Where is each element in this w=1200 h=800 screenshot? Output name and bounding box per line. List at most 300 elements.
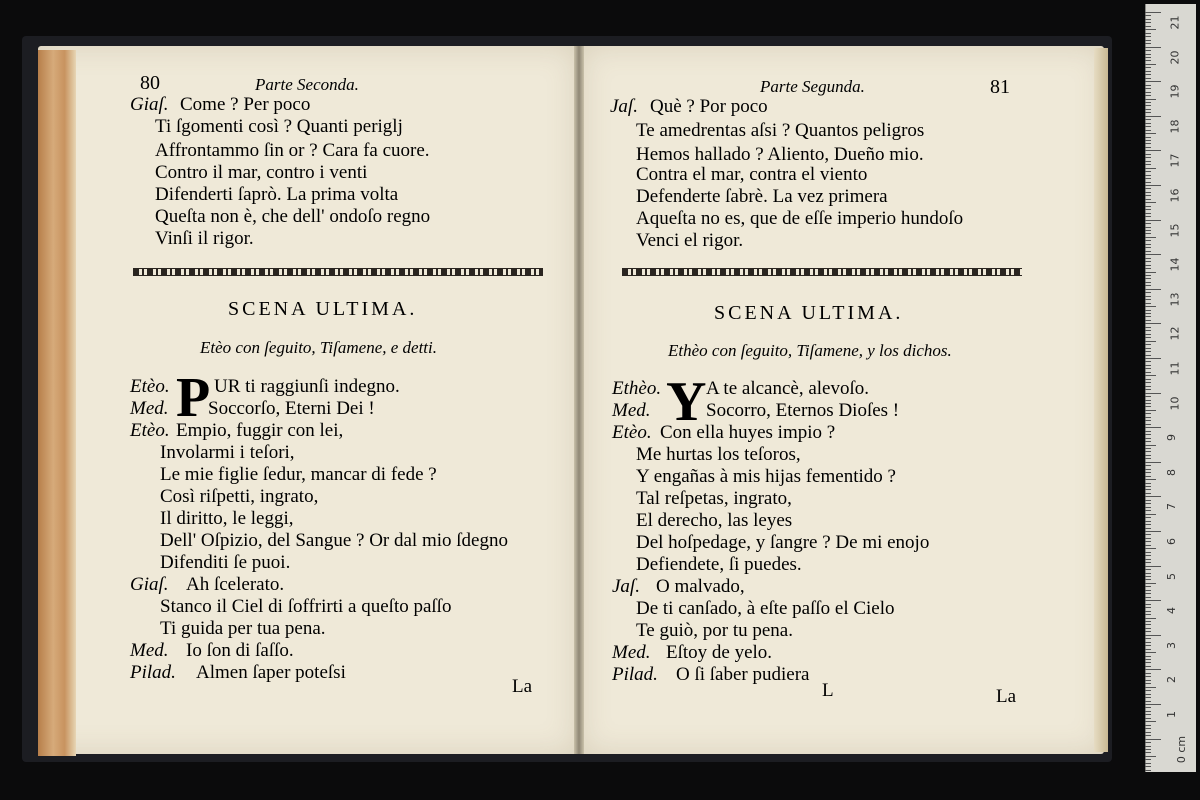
ruler-tick [1145,202,1156,203]
ruler-tick [1145,707,1151,708]
ruler-tick [1145,137,1151,138]
ruler-number: 17 [1168,153,1182,168]
ruler-tick [1145,483,1151,484]
ruler-tick [1145,278,1151,279]
verse-line: Del hoſpedage, y ſangre ? De mi enojo [636,532,930,553]
ruler-tick [1145,704,1161,705]
ruler-tick [1145,272,1156,273]
ruler-tick [1145,458,1151,459]
ruler-tick [1145,119,1151,120]
ruler-number: 12 [1168,326,1182,341]
ruler-tick [1145,88,1151,89]
verse-line: Difenditi ſe puoi. [160,552,291,573]
speaker-label: Jaſ. [612,576,640,597]
ruler-tick [1145,635,1161,636]
ruler-tick [1145,150,1161,151]
ruler-tick [1145,618,1156,619]
verse-line: Defiendete, ſi puedes. [636,554,802,575]
ruler-tick [1145,611,1151,612]
ruler-tick [1145,147,1151,148]
ruler-number: 15 [1168,223,1182,238]
ruler-tick [1145,299,1151,300]
ruler-tick [1145,732,1151,733]
ruler-tick [1145,33,1151,34]
ruler-tick [1145,351,1151,352]
ruler-number: 19 [1168,84,1182,99]
ruler-tick [1145,175,1151,176]
ruler-number: 5 [1165,572,1178,580]
ruler-tick [1145,493,1151,494]
ruler-tick [1145,157,1151,158]
ruler-tick [1145,614,1151,615]
speaker-label: Ethèo. [612,378,662,399]
stray-mark: L [822,680,834,701]
ruler-tick [1145,521,1151,522]
ruler-tick [1145,161,1151,162]
ruler-tick [1145,683,1151,684]
ruler-tick [1145,455,1151,456]
ruler-tick [1145,451,1151,452]
ruler-tick [1145,306,1156,307]
ornament-rule [133,268,543,276]
ruler-tick [1145,223,1151,224]
ruler-tick [1145,441,1151,442]
ruler-number: 9 [1165,434,1178,442]
ruler-tick [1145,227,1151,228]
ruler-tick [1145,659,1151,660]
ruler-tick [1145,334,1151,335]
ruler-tick [1145,566,1161,567]
ruler-tick [1145,642,1151,643]
ruler-tick [1145,469,1151,470]
ruler-tick [1145,26,1151,27]
ruler-tick [1145,413,1151,414]
ruler-tick [1145,244,1151,245]
ruler-tick [1145,368,1151,369]
ruler-tick [1145,766,1151,767]
ruler-tick [1145,680,1151,681]
ruler-tick [1145,534,1151,535]
verse-line: Ah ſcelerato. [186,574,285,595]
ruler-tick [1145,292,1151,293]
ruler-tick [1145,579,1151,580]
ruler-tick [1145,140,1151,141]
ruler-tick [1145,739,1161,740]
verse-line: Empio, fuggir con lei, [176,420,344,441]
verse-line: Eſtoy de yelo. [666,642,773,663]
ruler-tick [1145,282,1151,283]
ruler-tick [1145,676,1151,677]
ruler-tick [1145,742,1151,743]
ruler-number: 3 [1165,641,1178,649]
ruler-tick [1145,631,1151,632]
ruler-tick [1145,355,1151,356]
ruler-tick [1145,185,1161,186]
speaker-label: Med. [130,398,169,419]
ruler-tick [1145,71,1151,72]
ruler-tick [1145,600,1161,601]
ruler-tick [1145,386,1151,387]
ruler-tick [1145,510,1151,511]
ruler-tick [1145,81,1161,82]
ruler-tick [1145,372,1151,373]
ruler-tick [1145,759,1151,760]
ruler-tick [1145,123,1151,124]
ruler-tick [1145,604,1151,605]
ruler-tick [1145,701,1151,702]
ruler-tick [1145,438,1151,439]
ruler-tick [1145,479,1156,480]
ruler-number: 14 [1168,257,1182,272]
ruler-tick [1145,593,1151,594]
speaker-label: Med. [612,400,651,421]
verse-line: Dell' Oſpizio, del Sangue ? Or dal mio ſdegno [160,530,508,551]
ruler-tick [1145,555,1151,556]
speaker-label: Etèo. [130,420,170,441]
ruler-tick [1145,645,1151,646]
ruler-tick [1145,275,1151,276]
ruler-tick [1145,652,1156,653]
scene-subtitle: Ethèo con ſeguito, Tiſamene, y los dichos. [668,341,952,360]
ruler-tick [1145,756,1156,757]
ruler-tick [1145,375,1156,376]
drop-cap: Y [666,371,707,433]
ruler-tick [1145,341,1156,342]
ruler-tick [1145,192,1151,193]
verse-line: Le mie figlie ſedur, mancar di fede ? [160,464,437,485]
verse-line: Te amedrentas aſsi ? Quantos peligros [636,120,925,141]
ruler-tick [1145,251,1151,252]
ruler-tick [1145,389,1151,390]
drop-cap: P [176,367,211,429]
ruler-tick [1145,22,1151,23]
ruler-tick [1145,763,1151,764]
ruler-tick [1145,36,1151,37]
ruler-tick [1145,285,1151,286]
ruler-tick [1145,182,1151,183]
ruler-tick [1145,240,1151,241]
ruler-tick [1145,586,1151,587]
speaker-label: Med. [130,640,169,661]
ruler-tick [1145,296,1151,297]
ruler-tick [1145,109,1151,110]
ruler-tick [1145,448,1151,449]
speaker-label: Etèo. [612,422,652,443]
ruler-tick [1145,344,1151,345]
ruler-tick [1145,133,1156,134]
ruler-tick [1145,528,1151,529]
ruler-tick [1145,548,1156,549]
ruler-tick [1145,569,1151,570]
ruler-tick [1145,718,1151,719]
ruler-tick [1145,393,1161,394]
ruler-tick [1145,728,1151,729]
ruler-tick [1145,254,1161,255]
verse-line: Con ella huyes impio ? [660,422,836,443]
speaker-label: Giaſ. [130,94,169,115]
ruler-tick [1145,714,1151,715]
ruler-number: 16 [1168,188,1182,203]
ruler-tick [1145,624,1151,625]
ruler-tick [1145,206,1151,207]
ruler-tick [1145,233,1151,234]
ruler-tick [1145,323,1161,324]
verse-line: Y engañas à mis hijas fementido ? [636,466,896,487]
ruler-tick [1145,237,1156,238]
verse-line: Almen ſaper poteſsi [196,662,346,683]
ruler-tick [1145,220,1161,221]
verse-line: Hemos hallado ? Aliento, Dueño mio. [636,144,924,165]
ruler-tick [1145,562,1151,563]
verse-line: Queſta non è, che dell' ondoſo regno [155,206,431,227]
ruler-tick [1145,112,1151,113]
ruler-tick [1145,29,1156,30]
ruler-tick [1145,424,1151,425]
ruler-number: 11 [1168,361,1182,376]
ruler-tick [1145,358,1161,359]
ruler-tick [1145,607,1151,608]
ruler-tick [1145,19,1151,20]
verse-line: Ti ſgomenti così ? Quanti periglj [155,116,403,137]
ruler-tick [1145,247,1151,248]
ruler-tick [1145,524,1151,525]
book-gutter [574,46,584,754]
ruler-tick [1145,365,1151,366]
ruler-tick [1145,85,1151,86]
ruler-tick [1145,434,1151,435]
speaker-label: Med. [612,642,651,663]
catchword: La [512,676,533,697]
ruler-tick [1145,258,1151,259]
ruler-tick [1145,590,1151,591]
verse-line: Vinſi il rigor. [155,228,254,249]
ruler-tick [1145,310,1151,311]
scene-title: SCENA ULTIMA. [228,298,418,320]
ruler-tick [1145,99,1156,100]
ruler-tick [1145,126,1151,127]
ruler-tick [1145,406,1151,407]
ruler-tick [1145,164,1151,165]
ruler-tick [1145,576,1151,577]
ruler-number: 10 [1168,396,1182,411]
verse-line: A te alcancè, alevoſo. [706,378,870,399]
catchword: La [996,686,1017,707]
ruler-number: 18 [1168,119,1182,134]
ruler-tick [1145,445,1156,446]
ruler-tick [1145,320,1151,321]
ruler-tick [1145,154,1151,155]
ruler-number: 4 [1165,607,1178,615]
verse-line: Tal reſpetas, ingrato, [636,488,792,509]
verse-line: Què ? Por poco [650,96,768,117]
ruler-tick [1145,168,1156,169]
verse-line: Contra el mar, contra el viento [636,164,868,185]
ruler-tick [1145,178,1151,179]
ruler-tick [1145,725,1151,726]
ruler-tick [1145,417,1151,418]
ruler-tick [1145,649,1151,650]
verse-line: Me hurtas los teſoros, [636,444,801,465]
ruler-tick [1145,541,1151,542]
ruler-tick [1145,313,1151,314]
ruler-tick [1145,669,1161,670]
ruler-tick [1145,690,1151,691]
ruler-number: 8 [1165,468,1178,476]
ruler-tick [1145,486,1151,487]
ruler-tick [1145,711,1151,712]
verse-line: Il diritto, le leggi, [160,508,294,529]
verse-line: Ti guida per tua pena. [160,618,326,639]
ruler-tick [1145,545,1151,546]
ruler-tick [1145,735,1151,736]
verse-line: Te guiò, por tu pena. [636,620,793,641]
verse-line: O malvado, [656,576,745,597]
verse-line: Io ſon di ſaſſo. [186,640,294,661]
ruler-tick [1145,209,1151,210]
ruler-tick [1145,379,1151,380]
verse-line: Soccorſo, Eterni Dei ! [208,398,375,419]
verse-line: El derecho, las leyes [636,510,793,531]
ruler-tick [1145,531,1161,532]
ruler-tick [1145,289,1161,290]
ruler-tick [1145,74,1151,75]
ruler-number: 13 [1168,292,1182,307]
speaker-label: Etèo. [130,376,170,397]
ruler-tick [1145,92,1151,93]
ruler-tick [1145,697,1151,698]
ruler-tick [1145,265,1151,266]
verse-line: O ſi ſaber pudiera [676,664,810,685]
ruler-tick [1145,403,1151,404]
ruler-tick [1145,597,1151,598]
verse-line: Socorro, Eternos Dioſes ! [706,400,900,421]
ruler-tick [1145,476,1151,477]
ruler-tick [1145,43,1151,44]
ruler-tick [1145,199,1151,200]
scene-subtitle: Etèo con ſeguito, Tiſamene, e detti. [200,338,438,357]
ruler-tick [1145,348,1151,349]
ruler-tick [1145,621,1151,622]
verse-line: Affrontammo ſin or ? Cara fa cuore. [155,140,430,161]
ruler-tick [1145,410,1156,411]
verse-line: De ti canſado, à eſte paſſo el Cielo [636,598,895,619]
right-page-edge [1094,48,1108,752]
verse-line: UR ti raggiunſi indegno. [214,376,400,397]
ruler-tick [1145,316,1151,317]
ruler-tick [1145,143,1151,144]
ruler-number: 1 [1165,711,1178,718]
ruler-tick [1145,770,1151,771]
ruler-tick [1145,102,1151,103]
ruler-number: 2 [1165,676,1178,684]
running-head: Parte Segunda. [760,77,865,96]
ruler-tick [1145,57,1151,58]
ruler-tick [1145,12,1161,13]
ruler-number: 21 [1168,15,1182,30]
ruler-tick [1145,721,1156,722]
ruler-tick [1145,503,1151,504]
ornament-rule [622,268,1022,276]
ruler-tick [1145,496,1161,497]
ruler-tick [1145,666,1151,667]
ruler-tick [1145,465,1151,466]
speaker-label: Pilad. [612,664,658,685]
ruler-tick [1145,303,1151,304]
verse-line: Defenderte ſabrè. La vez primera [636,186,888,207]
speaker-label: Jaſ. [610,96,638,117]
ruler-tick [1145,396,1151,397]
ruler-tick [1145,559,1151,560]
verse-line: Stanco il Ciel di ſoffrirti a queſto paſſo [160,596,452,617]
ruler-tick [1145,687,1156,688]
ruler-tick [1145,694,1151,695]
ruler-tick [1145,47,1161,48]
ruler-tick [1145,538,1151,539]
ruler-tick [1145,500,1151,501]
ruler-tick [1145,268,1151,269]
ruler-tick [1145,171,1151,172]
ruler-tick [1145,400,1151,401]
ruler-tick [1145,382,1151,383]
ruler-tick [1145,752,1151,753]
running-head: Parte Seconda. [255,75,359,94]
ruler-tick [1145,472,1151,473]
ruler-tick [1145,361,1151,362]
ruler-tick [1145,105,1151,106]
ruler-tick [1145,15,1151,16]
ruler-tick [1145,40,1151,41]
ruler-tick [1145,517,1151,518]
ruler-tick [1145,60,1151,61]
ruler-tick [1145,64,1156,65]
ruler-tick [1145,514,1156,515]
verse-line: Così riſpetti, ingrato, [160,486,319,507]
ruler-tick [1145,746,1151,747]
page-number: 80 [140,72,160,94]
ruler-tick [1145,95,1151,96]
ruler-tick [1145,673,1151,674]
ruler-tick [1145,337,1151,338]
ruler-number: 6 [1165,538,1178,545]
ruler-tick [1145,507,1151,508]
ruler-tick [1145,213,1151,214]
verse-line: Come ? Per poco [180,94,311,115]
ruler-tick [1145,230,1151,231]
ruler-tick [1145,330,1151,331]
ruler-tick [1145,67,1151,68]
speaker-label: Pilad. [130,662,176,683]
ruler-tick [1145,327,1151,328]
ruler-tick [1145,552,1151,553]
ruler-tick [1145,462,1161,463]
page-number: 81 [990,76,1010,98]
ruler-tick [1145,431,1151,432]
ruler-tick [1145,116,1161,117]
ruler-tick [1145,420,1151,421]
ruler-tick [1145,628,1151,629]
ruler-tick [1145,261,1151,262]
speaker-label: Giaſ. [130,574,169,595]
ruler-number: 20 [1168,50,1182,65]
ruler-tick [1145,489,1151,490]
ruler-number: 0 cm [1175,735,1189,763]
verse-line: Involarmi i teſori, [160,442,295,463]
ruler-tick [1145,195,1151,196]
ruler-tick [1145,54,1151,55]
ruler-tick [1145,78,1151,79]
ruler-tick [1145,749,1151,750]
ruler-tick [1145,638,1151,639]
